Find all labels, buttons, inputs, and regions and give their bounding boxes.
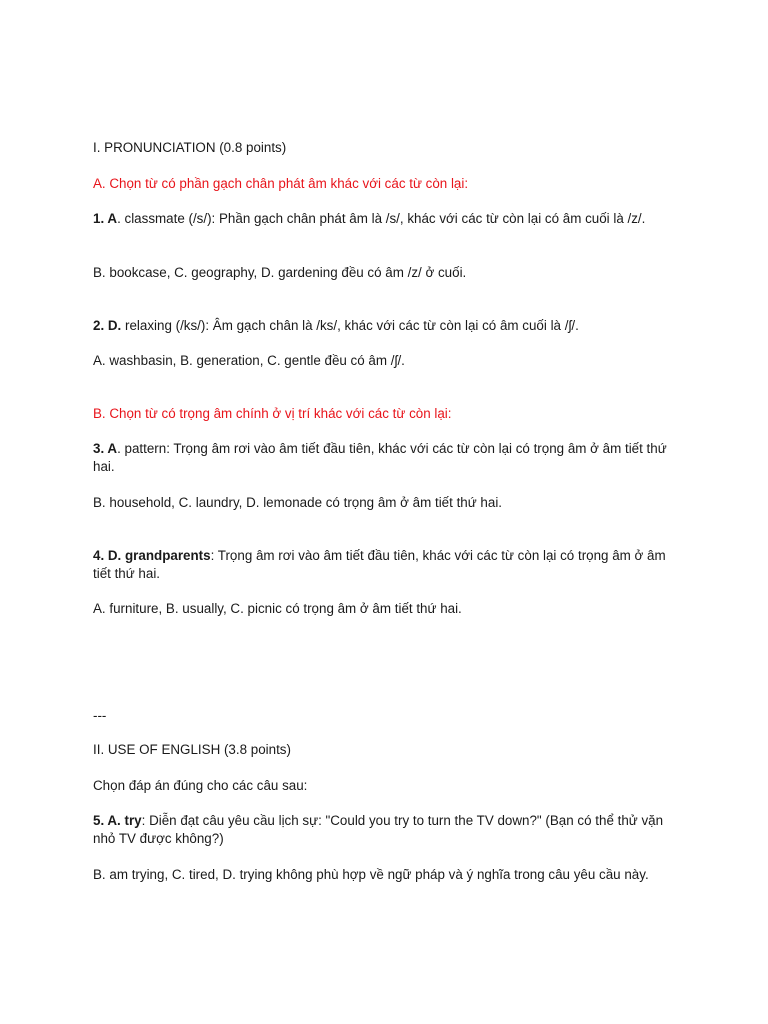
question-4-explanation: : Trọng âm rơi vào âm tiết đầu tiên, khác với các từ còn lại có trọng âm ở âm tiết thứ hai. <box>93 548 666 581</box>
question-2-answer <box>93 317 673 335</box>
question-4-note: A. furniture, B. usually, C. picnic có trọng âm ở âm tiết thứ hai. <box>93 601 462 616</box>
question-1-answer <box>93 210 673 228</box>
question-4-answer <box>93 547 673 583</box>
question-3-number: 3. A <box>93 441 118 456</box>
question-5-answer <box>93 812 673 848</box>
question-2-explanation: relaxing (/ks/): Âm gạch chân là /ks/, khác với các từ còn lại có âm cuối là /ʃ/. <box>121 318 579 333</box>
question-5-explanation: : Diễn đạt câu yêu cầu lịch sự: "Could you try to turn the TV down?" (Bạn có thể thử vặn nhỏ TV được không?) <box>93 813 664 846</box>
question-1-number: 1. A <box>93 211 118 226</box>
question-1-explanation: . classmate (/s/): Phần gạch chân phát âm là /s/, khác với các từ còn lại có âm cuối là /z/. <box>117 211 646 226</box>
question-1-note: B. bookcase, C. geography, D. gardening đều có âm /z/ ở cuối. <box>93 265 467 280</box>
section-1-title: I. PRONUNCIATION (0.8 points) <box>93 140 287 155</box>
question-4-number: 4. D. grandparents <box>93 548 211 563</box>
part-a-instruction: A. Chọn từ có phần gạch chân phát âm khác với các từ còn lại: <box>93 176 469 191</box>
question-5-note: B. am trying, C. tired, D. trying không phù hợp về ngữ pháp và ý nghĩa trong câu yêu cầu này. <box>93 867 649 882</box>
question-3-note: B. household, C. laundry, D. lemonade có trọng âm ở âm tiết thứ hai. <box>93 495 503 510</box>
section-2-instruction: Chọn đáp án đúng cho các câu sau: <box>93 778 308 793</box>
section-2-title: II. USE OF ENGLISH (3.8 points) <box>93 742 291 757</box>
question-3-explanation: . pattern: Trọng âm rơi vào âm tiết đầu tiên, khác với các từ còn lại có trọng âm ở âm tiết thứ hai. <box>93 441 667 474</box>
question-3-answer <box>93 440 673 476</box>
question-2-number: 2. D. <box>93 318 122 333</box>
section-separator: --- <box>93 708 107 723</box>
question-2-note: A. washbasin, B. generation, C. gentle đều có âm /ʃ/. <box>93 353 405 368</box>
part-b-instruction: B. Chọn từ có trọng âm chính ở vị trí khác với các từ còn lại: <box>93 406 452 421</box>
question-5-number: 5. A. try <box>93 813 142 828</box>
